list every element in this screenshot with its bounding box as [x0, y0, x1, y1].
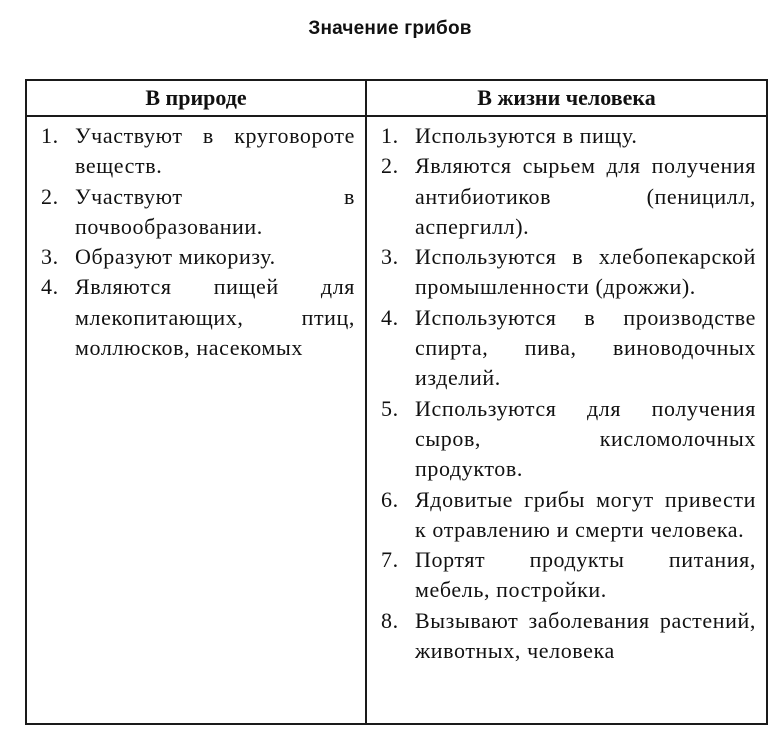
nature-column-header: В природе [26, 80, 366, 116]
item-text: Используются в пищу. [415, 123, 638, 148]
item-number: 6. [381, 486, 399, 512]
list-item [35, 272, 355, 363]
item-text: Ядовитые грибы могут привести к отравлению и смерти человека. [415, 486, 756, 542]
list-item [375, 606, 756, 667]
item-number: 3. [41, 244, 59, 270]
item-text: Используются в хлебопекарской промышленности (дрожжи). [415, 244, 756, 300]
item-number: 7. [381, 547, 399, 573]
item-number: 8. [381, 607, 399, 633]
item-text: Используются для получения сыров, кисломолочных продуктов. [415, 395, 756, 482]
item-text: Портят продукты питания, мебель, постройки. [415, 547, 756, 603]
item-number: 5. [381, 395, 399, 421]
human-cell [366, 116, 767, 724]
item-text: Используются в производстве спирта, пива, виноводочных изделий. [415, 304, 756, 391]
list-item [35, 182, 355, 243]
list-item [375, 394, 756, 485]
item-number: 2. [381, 153, 399, 179]
item-number: 1. [41, 123, 59, 148]
fungi-significance-table [25, 79, 768, 725]
item-text: Образуют микоризу. [75, 244, 276, 270]
nature-cell [26, 116, 366, 724]
item-number: 3. [381, 244, 399, 270]
list-item [375, 485, 756, 546]
list-item [375, 121, 756, 151]
page-title: Значение грибов [308, 18, 472, 39]
item-text: Являются сырьем для получения антибиотиков (пеницилл, аспергилл). [415, 153, 756, 239]
list-item [35, 242, 355, 272]
list-item [375, 303, 756, 394]
item-number: 4. [41, 274, 59, 300]
human-list [375, 121, 756, 666]
human-column-header: В жизни человека [366, 80, 767, 116]
list-item [375, 545, 756, 606]
item-number: 1. [381, 123, 399, 148]
item-text: Вызывают заболевания растений, животных, человека [415, 607, 756, 664]
list-item [35, 121, 355, 182]
item-number: 2. [41, 183, 59, 209]
list-item [375, 242, 756, 303]
item-text: Участвуют в круговороте веществ. [75, 123, 355, 179]
item-text: Участвуют в почвообразовании. [75, 183, 355, 239]
item-number: 4. [381, 304, 399, 330]
nature-list [35, 121, 355, 363]
list-item [375, 151, 756, 242]
item-text: Являются пищей для млекопитающих, птиц, моллюсков, насекомых [75, 274, 355, 361]
